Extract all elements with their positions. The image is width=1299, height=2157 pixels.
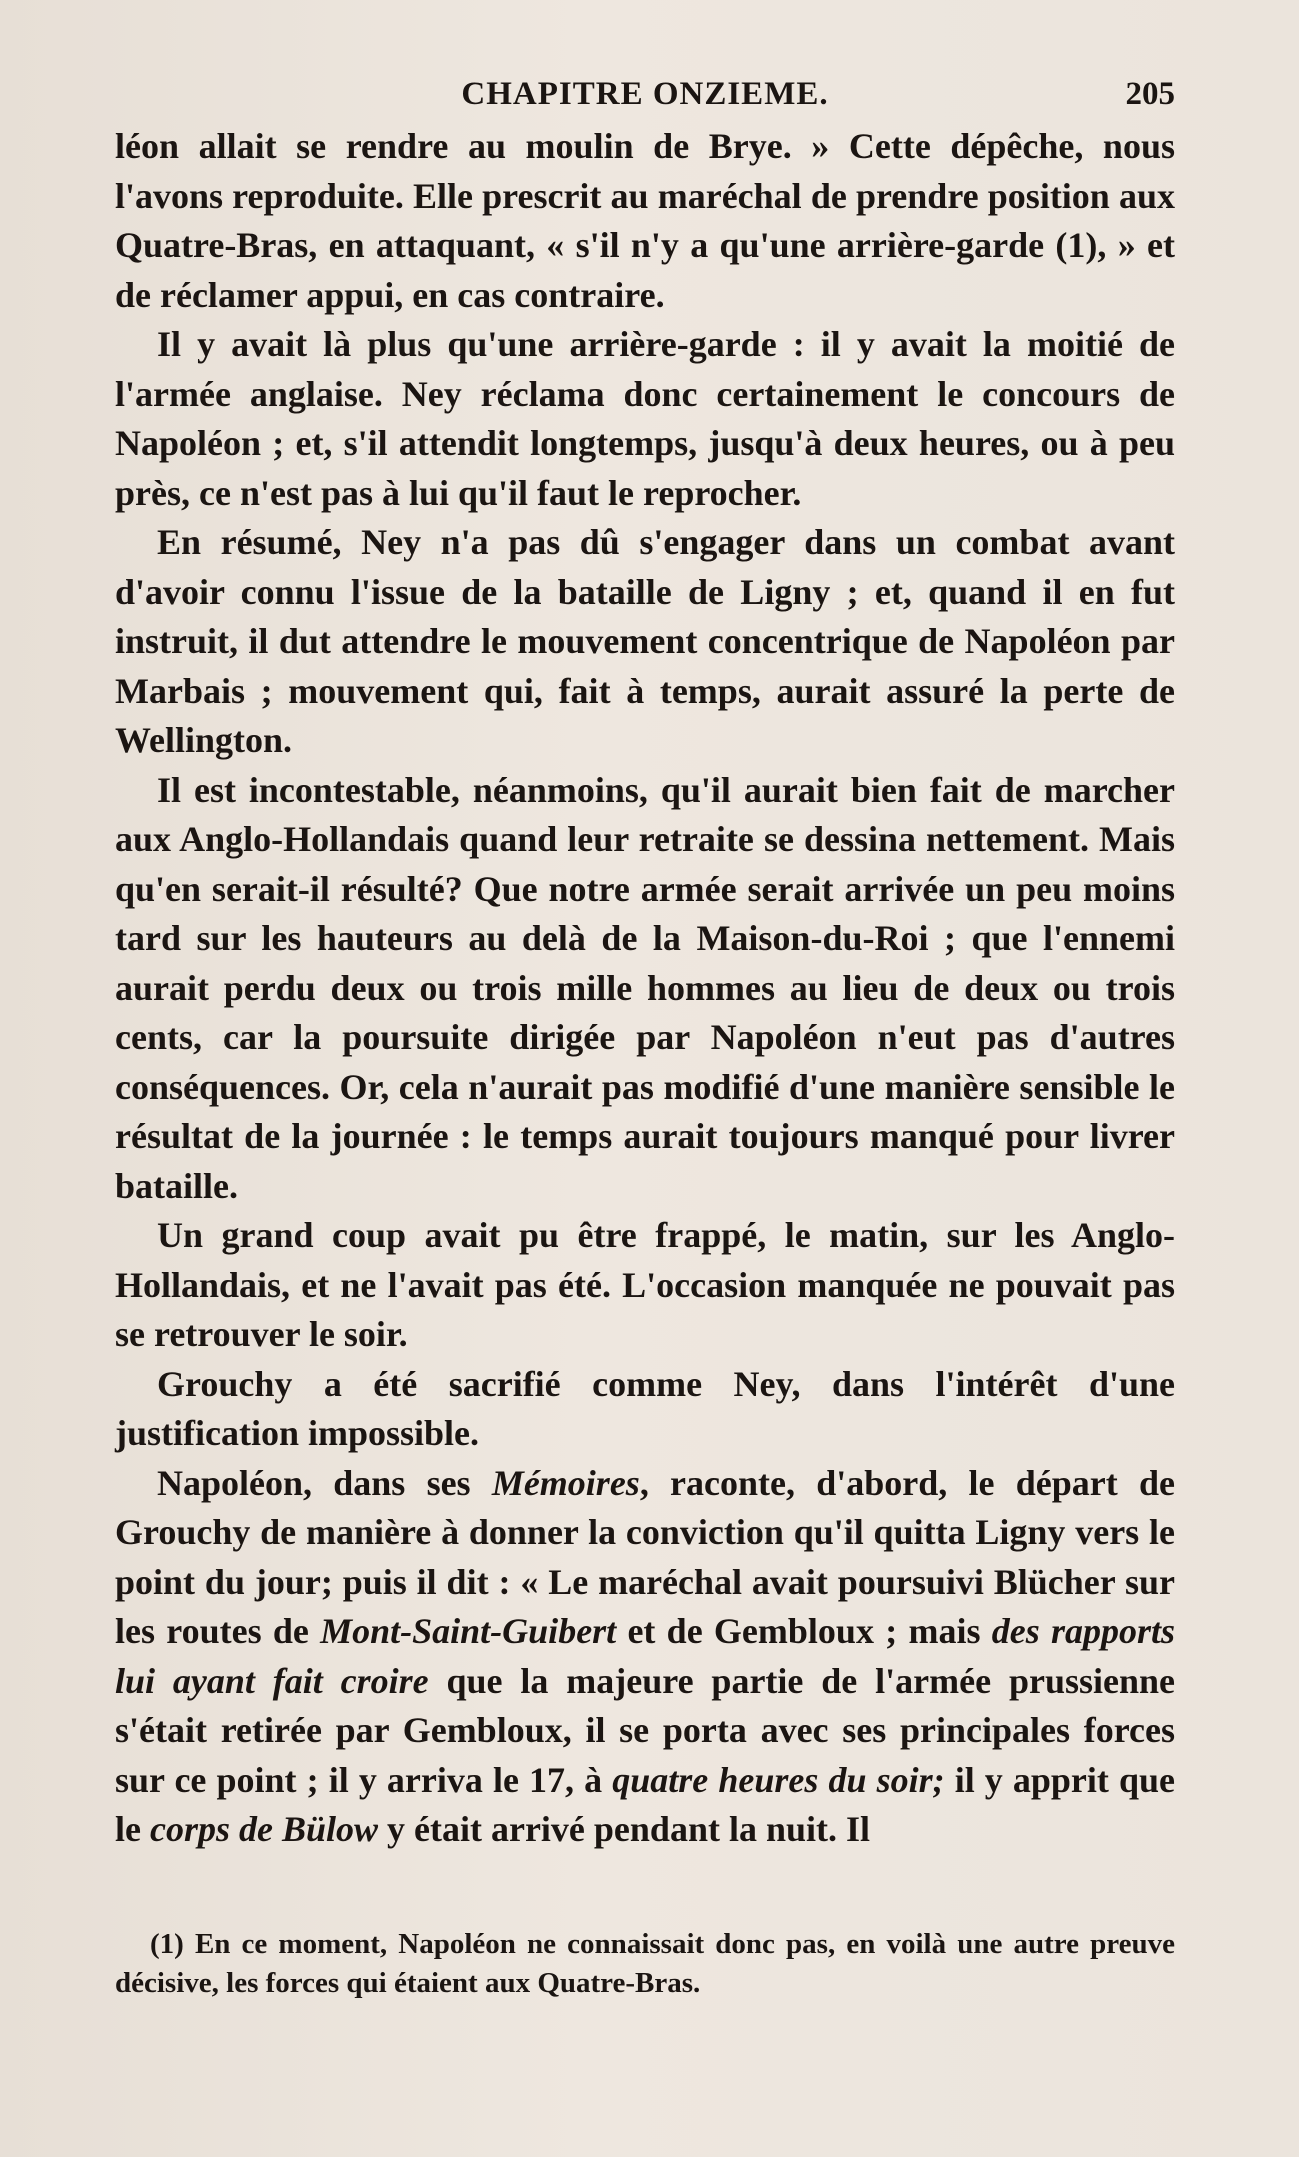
body-text bbox=[115, 122, 1175, 1855]
text-run: il y apprit que le bbox=[115, 1759, 1176, 1849]
paragraph-napoleon-memoires bbox=[115, 1459, 1175, 1855]
text-run: , raconte, d'abord, le départ de Grouchy de manière à donner la conviction qu'il quitta Ligny vers le point du jour; puis il dit : « Le maréchal avait poursuivi Blücher sur les routes de bbox=[115, 1462, 1175, 1651]
paragraph: Grouchy a été sacrifié comme Ney, dans l'intérêt d'une justification impossible. bbox=[115, 1363, 1175, 1453]
page-header bbox=[115, 70, 1175, 122]
paragraph: Il est incontestable, néanmoins, qu'il aurait bien fait de marcher aux Anglo-Hollandais quand leur retraite se dessina nettement. Mais qu'en serait-il résulté? Que notre armée serait arrivée un peu moins tard sur les hauteurs au delà de la Maison-du-Roi ; que l'ennemi aurait perdu deux ou trois mille hommes au lieu de deux ou trois cents, car la poursuite dirigée par Napoléon n'eut pas d'autres conséquences. Or, cela n'aurait pas modifié d'une manière sensible le résultat de la journée : le temps aurait toujours manqué pour livrer bataille. bbox=[115, 769, 1175, 1206]
text-run: Napoléon, dans ses bbox=[157, 1462, 492, 1503]
italic-run: quatre heures du soir; bbox=[612, 1759, 945, 1800]
page-content bbox=[115, 70, 1175, 2003]
text-run: et de Gembloux ; mais bbox=[616, 1611, 992, 1651]
italic-run: corps de Bülow bbox=[149, 1809, 379, 1849]
text-run: y était arrivé pendant la nuit. Il bbox=[378, 1809, 871, 1849]
text-run: que la majeure partie de l'armée prussienne s'était retirée par Gembloux, il se porta avec ses principales forces sur ce point ; il y arriva le 17, à bbox=[115, 1660, 1175, 1800]
footnote-text: (1) En ce moment, Napoléon ne connaissait donc pas, en voilà une autre preuve décisive, les forces qui étaient aux Quatre-Bras. bbox=[115, 1927, 1175, 1999]
page-number: 205 bbox=[1125, 76, 1175, 112]
paragraph: En résumé, Ney n'a pas dû s'engager dans un combat avant d'avoir connu l'issue de la bataille de Ligny ; et, quand il en fut instruit, il dut attendre le mouvement concentrique de Napoléon par Marbais ; mouvement qui, fait à temps, aurait assuré la perte de Wellington. bbox=[115, 522, 1175, 760]
footnote bbox=[115, 1925, 1175, 2003]
paragraph: Un grand coup avait pu être frappé, le matin, sur les Anglo-Hollandais, et ne l'avait pas été. L'occasion manquée ne pouvait pas se retrouver le soir. bbox=[115, 1215, 1175, 1354]
italic-run: des rapports lui ayant fait croire bbox=[115, 1611, 1175, 1701]
paragraph: Il y avait là plus qu'une arrière-garde : il y avait la moitié de l'armée anglaise. Ney réclama donc certainement le concours de Napoléon ; et, s'il attendit longtemps, jusqu'à deux heures, ou à peu près, ce n'est pas à lui qu'il faut le reprocher. bbox=[115, 324, 1175, 513]
italic-run: Mémoires bbox=[491, 1462, 640, 1503]
italic-run: Mont-Saint-Guibert bbox=[320, 1611, 617, 1651]
paragraph: léon allait se rendre au moulin de Brye. » Cette dépêche, nous l'avons reproduite. Elle prescrit au maréchal de prendre position aux Quatre-Bras, en attaquant, « s'il n'y a qu'une arrière-garde (1), » et de réclamer appui, en cas contraire. bbox=[115, 126, 1175, 315]
running-head: CHAPITRE ONZIEME. bbox=[461, 76, 829, 112]
